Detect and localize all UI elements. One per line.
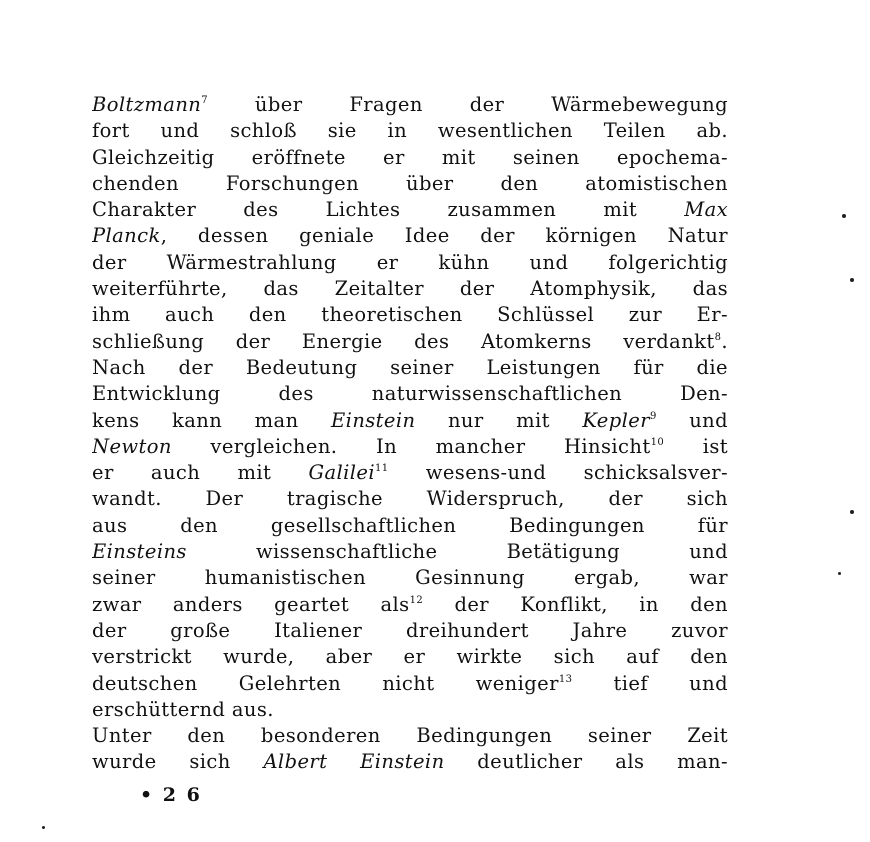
text-line xyxy=(92,592,728,618)
text-segment: Gleichzeitig eröffnete er mit seinen epochema- xyxy=(92,145,728,169)
text-line xyxy=(92,671,728,697)
text-segment: , dessen geniale Idee der körnigen Natur xyxy=(160,224,728,248)
text-line xyxy=(92,276,728,302)
text-segment: erschütternd aus. xyxy=(92,697,274,721)
italic-name: Kepler xyxy=(582,408,650,432)
text-line xyxy=(92,118,728,144)
text-segment: deutlicher als man- xyxy=(444,750,728,774)
footnote-marker: 7 xyxy=(201,95,209,106)
text-line xyxy=(92,250,728,276)
text-segment: fort und schloß sie in wesentlichen Teilen ab. xyxy=(92,119,728,143)
italic-name: Max xyxy=(684,198,728,222)
text-line xyxy=(92,618,728,644)
text-line xyxy=(92,460,728,486)
text-segment: über Fragen der Wärmebewegung xyxy=(208,93,728,116)
text-line xyxy=(92,355,728,381)
text-segment: Entwicklung des naturwissenschaftlichen Den- xyxy=(92,382,728,406)
text-line xyxy=(92,486,728,512)
footnote-marker: 8 xyxy=(714,331,722,343)
text-segment: verstrickt wurde, aber er wirkte sich auf den xyxy=(92,645,728,669)
text-segment: Charakter des Lichtes zusammen mit xyxy=(92,198,685,222)
text-segment: seiner humanistischen Gesinnung ergab, war xyxy=(92,566,728,590)
footnote-marker: 13 xyxy=(558,673,573,685)
text-line xyxy=(92,302,728,328)
footnote-marker: 10 xyxy=(650,436,665,448)
body-text xyxy=(92,92,728,776)
text-segment: der Konflikt, in den xyxy=(423,592,728,616)
text-line xyxy=(92,565,728,591)
text-segment: deutschen Gelehrten nicht weniger xyxy=(92,671,559,695)
text-line xyxy=(92,749,728,775)
scan-speck xyxy=(838,572,841,575)
footnote-marker: 9 xyxy=(649,410,657,422)
text-line xyxy=(92,381,728,407)
text-line xyxy=(92,539,728,565)
italic-name: Planck xyxy=(92,224,161,248)
text-segment: tief und xyxy=(572,671,728,695)
text-line xyxy=(92,329,728,355)
text-line xyxy=(92,92,728,118)
footnote-marker: 11 xyxy=(374,463,389,475)
italic-name: Boltzmann xyxy=(92,93,202,116)
text-segment: wurde sich xyxy=(92,750,264,774)
text-segment: zwar anders geartet als xyxy=(92,592,410,616)
text-segment: aus den gesellschaftlichen Bedingungen für xyxy=(92,513,728,537)
text-segment: ist xyxy=(664,434,728,458)
italic-name: Einsteins xyxy=(92,540,187,564)
text-segment: Nach der Bedeutung seiner Leistungen für die xyxy=(92,355,728,379)
text-segment: wandt. Der tragische Widerspruch, der sich xyxy=(92,487,728,511)
text-line xyxy=(92,697,728,723)
italic-name: Galilei xyxy=(308,461,375,485)
scan-speck xyxy=(850,278,854,282)
text-segment: der große Italiener dreihundert Jahre zuvor xyxy=(92,618,728,642)
text-line xyxy=(92,223,728,249)
scan-speck xyxy=(42,826,45,829)
text-segment: der Wärmestrahlung er kühn und folgerichtig xyxy=(92,250,728,274)
scan-speck xyxy=(842,214,846,218)
text-segment: chenden Forschungen über den atomistischen xyxy=(92,171,728,195)
text-segment: schließung der Energie des Atomkerns verdankt xyxy=(92,329,715,353)
italic-name: Einstein xyxy=(331,408,416,432)
text-line xyxy=(92,197,728,223)
text-segment: wissenschaftliche Betätigung und xyxy=(186,540,728,564)
text-segment: weiterführte, das Zeitalter der Atomphysik, das xyxy=(92,277,728,301)
text-segment: . xyxy=(721,329,728,353)
text-line xyxy=(92,171,728,197)
italic-name: Newton xyxy=(92,434,172,458)
text-segment: vergleichen. In mancher Hinsicht xyxy=(171,434,651,458)
page-number: • 2 6 xyxy=(140,784,202,806)
text-segment: kens kann man xyxy=(92,408,332,432)
text-line xyxy=(92,513,728,539)
text-segment: wesens-und schicksalsver- xyxy=(388,461,728,485)
text-line xyxy=(92,145,728,171)
text-line xyxy=(92,644,728,670)
footnote-marker: 12 xyxy=(409,594,424,606)
text-segment: und xyxy=(656,408,728,432)
italic-name: Albert Einstein xyxy=(263,750,445,774)
text-segment: er auch mit xyxy=(92,461,309,485)
text-segment: nur mit xyxy=(415,408,583,432)
text-line xyxy=(92,723,728,749)
text-line xyxy=(92,408,728,434)
text-line xyxy=(92,434,728,460)
text-segment: ihm auch den theoretischen Schlüssel zur Er- xyxy=(92,303,728,327)
scan-speck xyxy=(850,510,854,514)
text-segment: Unter den besonderen Bedingungen seiner Zeit xyxy=(92,724,728,748)
